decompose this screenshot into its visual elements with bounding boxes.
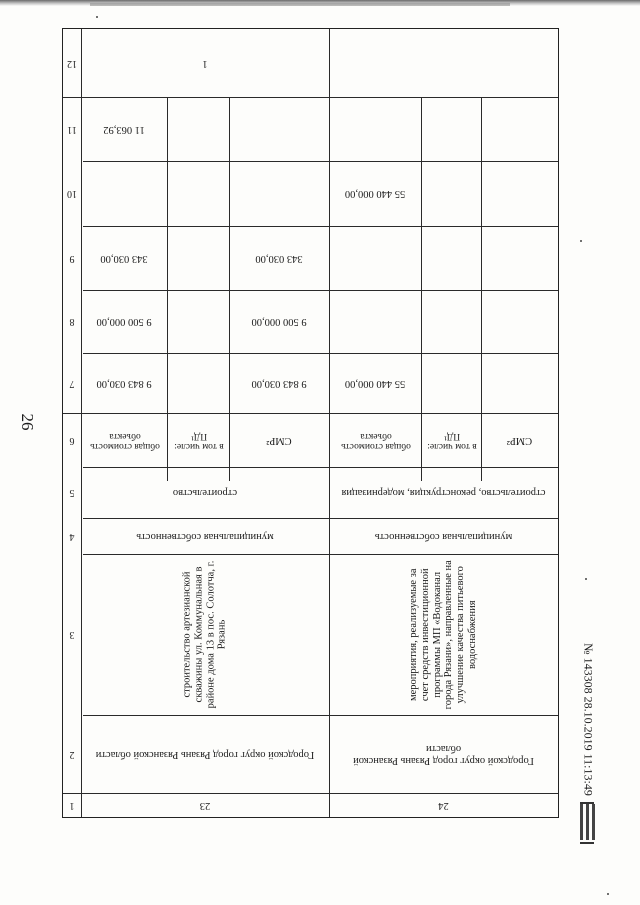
row24-col12 [329,29,558,97]
col-num-9: 9 [69,252,75,264]
col-num-10: 10 [67,188,77,200]
registration-stamp [566,580,606,900]
scan-dot [580,240,582,242]
col-num-11: 11 [67,123,77,135]
row24-cost-total-label: общая стоимость объекта [341,431,411,451]
col-num-7: 7 [69,377,75,389]
row23-cost-pd-label: в том числе: ПД¹ [174,431,224,451]
col-num-8: 8 [69,316,75,328]
registration-number: № 143308 28.10.2019 11:13:49 [581,643,596,796]
row24-col7-total: 55 440 000,00 [344,377,406,389]
row23-cost-total-label: общая стоимость объекта [90,431,160,451]
row24-description: мероприятия, реализуемые за счет средств инвестиционной программы МП «Водоканал города Рязани», направленные на улучшение качества питьевого водоснабжения [408,559,478,710]
page-number: 26 [18,413,37,431]
row23-col11-total: 11 063,92 [103,123,145,135]
row24-cost-smr-label: СМР² [506,434,533,446]
col-num-6: 6 [69,434,75,446]
row23-cost-smr-label: СМР² [266,434,292,446]
row23-col9-total: 343 030,00 [100,252,148,264]
row23-col8-smr: 9 500 000,00 [251,316,307,328]
col-num-12: 12 [67,57,77,69]
scan-dot [96,16,98,18]
row23-municipality: Городской округ город Рязань Рязанской области [95,748,315,760]
col-num-5: 5 [69,487,75,499]
row23-col9-smr: 343 030,00 [255,252,303,264]
row23-col7-total: 9 843 030,00 [96,377,152,389]
col-num-2: 2 [69,748,75,760]
row23-ownership: муниципальная собственность [136,530,274,542]
col-num-1: 1 [69,799,75,811]
scan-streak [90,3,510,6]
row24-municipality: Городской округ город Рязань Рязанской области [353,743,534,766]
row23-col7-smr: 9 843 030,00 [251,377,307,389]
row23-col8-total: 9 500 000,00 [96,316,152,328]
row24-work-type: строительство, реконструкция, модернизация [341,487,546,499]
row23-work-type: строительство [172,487,238,499]
investment-table [62,28,559,818]
row24-cost-pd-label: в том числе: ПД¹ [427,431,477,451]
emblem-icon [576,800,600,846]
row24-col10-total: 55 440 000,00 [344,188,406,200]
row24-ownership: муниципальная собственность [374,530,513,542]
col-num-3: 3 [69,629,75,641]
scan-dot [607,893,609,895]
row23-col12: 1 [202,57,208,69]
row23-description: строительство артезианской скважины ул. Коммунальная в районе дома 13 в пос. Солотча, г. Рязань [181,560,228,709]
row24-number: 24 [438,799,449,811]
col-num-4: 4 [69,530,75,542]
row23-number: 23 [199,799,211,811]
